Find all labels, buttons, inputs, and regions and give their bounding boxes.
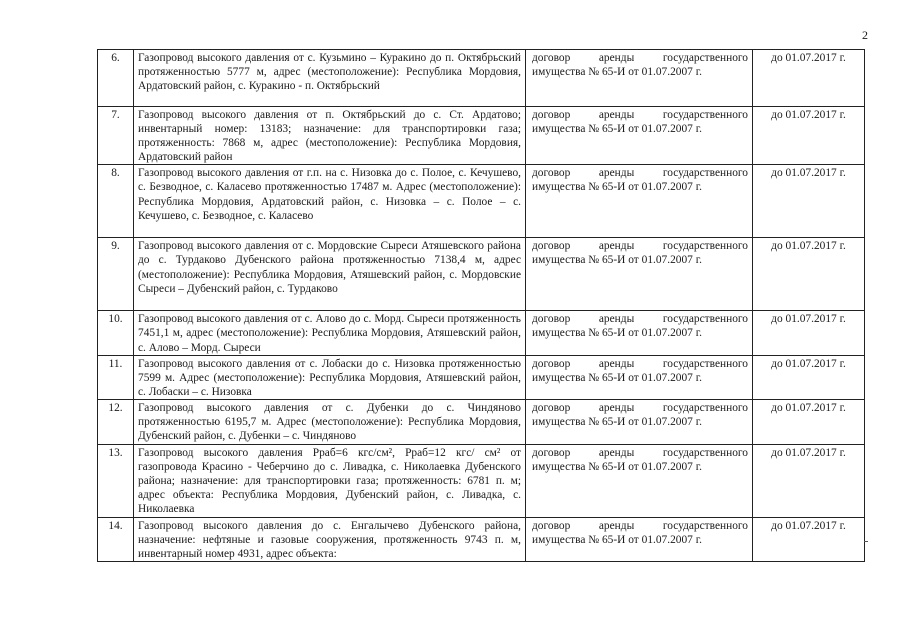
term-date: до 01.07.2017 г.: [753, 399, 865, 444]
table-row: [98, 238, 865, 311]
term-date: до 01.07.2017 г.: [753, 355, 865, 399]
legal-basis: договор аренды государственного имущества № 65-И от 01.07.2007 г.: [526, 107, 753, 165]
term-date: до 01.07.2017 г.: [753, 165, 865, 238]
row-number: 11.: [98, 355, 134, 399]
row-number: 6.: [98, 50, 134, 107]
term-date: до 01.07.2017 г.: [753, 517, 865, 561]
term-date: до 01.07.2017 г.: [753, 444, 865, 517]
object-description: Газопровод высокого давления от с. Кузьмино – Куракино до п. Октябрьский протяженностью 5777 м, адрес (местоположение): Республика Мордовия, Ардатовский район, с. Куракино - п. Октябрьский: [134, 50, 526, 107]
legal-basis: договор аренды государственного имущества № 65-И от 01.07.2007 г.: [526, 399, 753, 444]
term-date: до 01.07.2017 г.: [753, 107, 865, 165]
table-row: [98, 444, 865, 517]
table-row: [98, 50, 865, 107]
object-description: Газопровод высокого давления от с. Дубенки до с. Чиндяново протяженностью 6195,7 м. Адрес (местоположение): Республика Мордовия, Дубенский район, с. Дубенки – с. Чиндяново: [134, 399, 526, 444]
legal-basis: договор аренды государственного имущества № 65-И от 01.07.2007 г.: [526, 355, 753, 399]
property-registry-table: [97, 49, 865, 562]
legal-basis: договор аренды государственного имущества № 65-И от 01.07.2007 г.: [526, 165, 753, 238]
margin-mark: [864, 541, 868, 542]
object-description: Газопровод высокого давления Рраб=6 кгс/см², Рраб=12 кгс/ см² от газопровода Красино - Чеберчино до с. Ливадка, с. Николаевка Дубенского района; назначение: для транспортировки газа; протяженность: 6781 п. м; адрес объекта: Республика Мордовия, Дубенский район, с. Ливадка, с. Николаевка: [134, 444, 526, 517]
legal-basis: договор аренды государственного имущества № 65-И от 01.07.2007 г.: [526, 517, 753, 561]
term-date: до 01.07.2017 г.: [753, 238, 865, 311]
row-number: 12.: [98, 399, 134, 444]
term-date: до 01.07.2017 г.: [753, 50, 865, 107]
row-number: 7.: [98, 107, 134, 165]
row-number: 14.: [98, 517, 134, 561]
object-description: Газопровод высокого давления от с. Мордовские Сыреси Атяшевского района до с. Турдаково Дубенского района протяженностью 7138,4 м, адрес (местоположение): Республика Мордовия, Атяшевский район, с. Мордовские Сыреси – Дубенский район, с. Турдаково: [134, 238, 526, 311]
legal-basis: договор аренды государственного имущества № 65-И от 01.07.2007 г.: [526, 238, 753, 311]
legal-basis: договор аренды государственного имущества № 65-И от 01.07.2007 г.: [526, 50, 753, 107]
table-row: [98, 311, 865, 355]
term-date: до 01.07.2017 г.: [753, 311, 865, 355]
row-number: 9.: [98, 238, 134, 311]
row-number: 13.: [98, 444, 134, 517]
object-description: Газопровод высокого давления до с. Енгалычево Дубенского района, назначение: нефтяные и газовые сооружения, протяженность 9743 п. м, инвентарный номер 4931, адрес объекта:: [134, 517, 526, 561]
object-description: Газопровод высокого давления от с. Лобаски до с. Низовка протяженностью 7599 м. Адрес (местоположение): Республика Мордовия, Атяшевский район, с. Лобаски – с. Низовка: [134, 355, 526, 399]
legal-basis: договор аренды государственного имущества № 65-И от 01.07.2007 г.: [526, 311, 753, 355]
object-description: Газопровод высокого давления от п. Октябрьский до с. Ст. Ардатово; инвентарный номер: 13183; назначение: для транспортировки газа; протяженность: 7868 м, адрес (местоположение): Республика Мордовия, Ардатовский район: [134, 107, 526, 165]
table-row: [98, 399, 865, 444]
row-number: 10.: [98, 311, 134, 355]
table-row: [98, 355, 865, 399]
legal-basis: договор аренды государственного имущества № 65-И от 01.07.2007 г.: [526, 444, 753, 517]
row-number: 8.: [98, 165, 134, 238]
page-number: 2: [862, 28, 868, 42]
object-description: Газопровод высокого давления от с. Алово до с. Морд. Сыреси протяженность 7451,1 м, адрес (местоположение): Республика Мордовия, Атяшевский район, с. Алово – Морд. Сыреси: [134, 311, 526, 355]
table-row: [98, 165, 865, 238]
object-description: Газопровод высокого давления от г.п. на с. Низовка до с. Полое, с. Кечушево, с. Безводное, с. Каласево протяженностью 17487 м. Адрес (местоположение): Республика Мордовия, Ардатовский район, с. Низовка – с. Полое – с. Кечушево, с. Безводное, с. Каласево: [134, 165, 526, 238]
table-row: [98, 517, 865, 561]
table-row: [98, 107, 865, 165]
